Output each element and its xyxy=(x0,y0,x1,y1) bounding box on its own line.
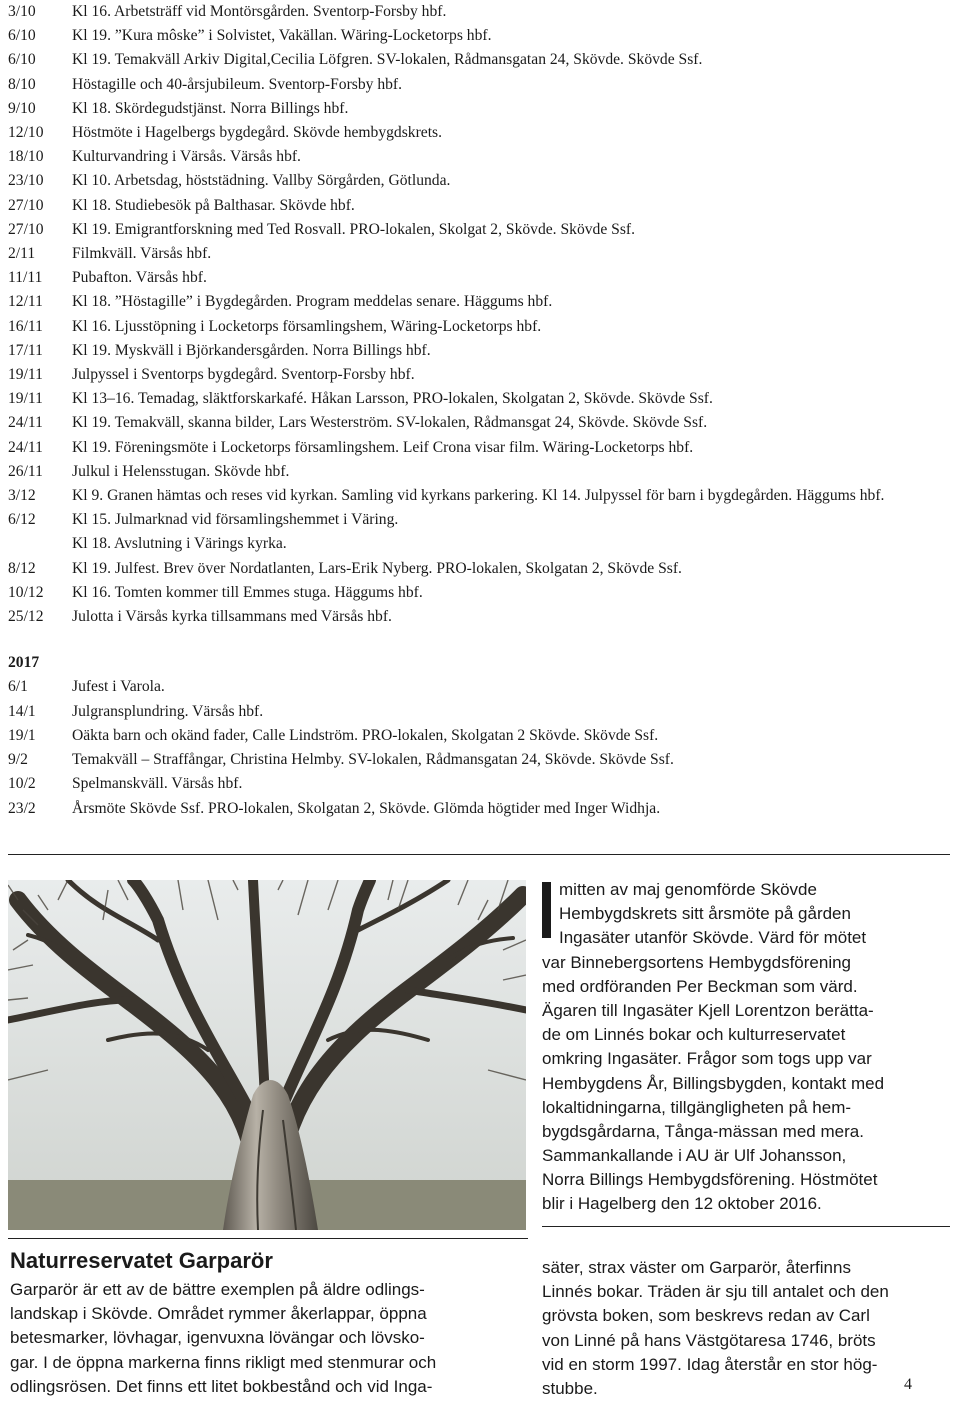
event-date: 10/2 xyxy=(8,775,36,793)
event-date: 9/2 xyxy=(8,751,28,769)
year-heading: 2017 xyxy=(8,654,40,672)
reserve-top-rule xyxy=(8,1238,528,1239)
text-line: Garparör är ett av de bättre exemplen på äldre odlings- xyxy=(10,1280,425,1299)
page-number: 4 xyxy=(904,1376,912,1393)
event-row xyxy=(8,339,958,363)
event-text: Julotta i Värsås kyrka tillsammans med Värsås hbf. xyxy=(72,608,392,626)
event-text: Kl 16. Tomten kommer till Emmes stuga. Häggums hbf. xyxy=(72,583,423,601)
event-row xyxy=(8,508,958,532)
event-row xyxy=(8,121,958,145)
text-line: bygdsgårdarna, Tånga-mässan med mera. xyxy=(542,1121,864,1141)
event-date: 2/11 xyxy=(8,245,36,263)
event-text: Kl 16. Ljusstöpning i Locketorps församlingshem, Wäring-Locketorps hbf. xyxy=(72,317,542,335)
reserve-text xyxy=(10,1278,530,1399)
event-date: 8/10 xyxy=(8,75,36,93)
event-text: Kl 19. Emigrantforskning med Ted Rosvall. PRO-lokalen, Skolgat 2, Skövde. Skövde Ssf. xyxy=(72,220,635,238)
event-date: 9/10 xyxy=(8,99,36,117)
event-text: Höstmöte i Hagelbergs bygdegård. Skövde hembygdskrets. xyxy=(72,124,443,142)
text-line: Ingasäter utanför Skövde. Värd för mötet xyxy=(559,928,867,948)
text-line: stubbe. xyxy=(542,1378,598,1398)
events-2017-list xyxy=(8,675,958,820)
event-row xyxy=(8,363,958,387)
event-row xyxy=(8,557,958,581)
event-row xyxy=(8,484,958,508)
event-date: 19/11 xyxy=(8,366,43,384)
event-text: Kl 15. Julmarknad vid församlingshemmet i Väring. xyxy=(72,511,399,529)
event-row xyxy=(8,48,958,72)
event-row xyxy=(8,218,958,242)
event-row xyxy=(8,97,958,121)
event-date: 24/11 xyxy=(8,438,43,456)
event-date: 3/10 xyxy=(8,3,36,20)
event-row xyxy=(8,315,958,339)
event-text: Temakväll – Straffångar, Christina Helmby. SV-lokalen, Rådmansgatan 24, Skövde. Skövde Ssf. xyxy=(72,751,674,769)
event-date: 19/11 xyxy=(8,390,43,408)
text-line: Norra Billings Hembygdsförening. Höstmötet xyxy=(542,1170,878,1190)
section-divider xyxy=(8,854,950,855)
event-row xyxy=(8,724,958,748)
text-line: Linnés bokar. Träden är sju till antalet och den xyxy=(542,1282,889,1302)
event-text: Kl 19. Föreningsmöte i Locketorps församlingshem. Leif Crona visar film. Wäring-Locketorps hbf. xyxy=(72,438,694,456)
text-line: de om Linnés bokar och kulturreservatet xyxy=(542,1025,846,1045)
event-date: 27/10 xyxy=(8,220,44,238)
drop-cap-letter xyxy=(542,882,551,938)
reserve-text-continued xyxy=(542,1256,960,1401)
text-line: omkring Ingasäter. Frågor som togs upp var xyxy=(542,1049,872,1069)
text-line: landskap i Skövde. Området rymmer åkerlappar, öppna xyxy=(10,1304,427,1324)
event-date: 23/10 xyxy=(8,172,44,190)
event-row xyxy=(8,73,958,97)
text-line: mitten av maj genomförde Skövde xyxy=(559,880,817,899)
event-row xyxy=(8,748,958,772)
event-row xyxy=(8,24,958,48)
event-row xyxy=(8,436,958,460)
article-bottom-rule xyxy=(542,1226,950,1227)
event-row xyxy=(8,411,958,435)
event-date: 16/11 xyxy=(8,317,43,335)
event-text: Kl 18. ”Höstagille” i Bygdegården. Program meddelas senare. Häggums hbf. xyxy=(72,293,553,311)
event-row xyxy=(8,675,958,699)
event-text: Kl 19. Julfest. Brev över Nordatlanten, Lars-Erik Nyberg. PRO-lokalen, Skolgatan 2, Skövde Ssf. xyxy=(72,559,682,577)
event-text: Kl 19. Myskväll i Björkandersgården. Norra Billings hbf. xyxy=(72,341,431,359)
event-row xyxy=(8,532,958,556)
event-row xyxy=(8,581,958,605)
event-date: 17/11 xyxy=(8,341,43,359)
event-row xyxy=(8,145,958,169)
event-row xyxy=(8,605,958,629)
event-row xyxy=(8,700,958,724)
event-row xyxy=(8,242,958,266)
text-line: med ordföranden Per Beckman som värd. xyxy=(542,976,858,996)
event-text: Kl 10. Arbetsdag, höststädning. Vallby Sörgården, Götlunda. xyxy=(72,172,451,190)
event-date: 3/12 xyxy=(8,487,36,505)
text-line: blir i Hagelberg den 12 oktober 2016. xyxy=(542,1194,822,1214)
text-line: vid en storm 1997. Idag återstår en stor hög- xyxy=(542,1354,878,1374)
event-date: 6/10 xyxy=(8,27,36,45)
reserve-heading: Naturreservatet Garparör xyxy=(10,1248,273,1273)
event-row xyxy=(8,797,958,821)
event-row xyxy=(8,194,958,218)
event-date: 10/12 xyxy=(8,583,44,601)
event-text: Oäkta barn och okänd fader, Calle Lindström. PRO-lokalen, Skolgatan 2 Skövde. Skövde Ssf. xyxy=(72,726,659,744)
event-text: Kl 18. Avslutning i Värings kyrka. xyxy=(72,535,287,553)
event-date: 12/10 xyxy=(8,124,44,142)
event-row xyxy=(8,266,958,290)
event-row xyxy=(8,290,958,314)
event-text: Kl 19. Temakväll Arkiv Digital,Cecilia Löfgren. SV-lokalen, Rådmansgatan 24, Skövde. Skövde Ssf. xyxy=(72,51,703,69)
event-date: 6/12 xyxy=(8,511,36,529)
event-date: 14/1 xyxy=(8,702,36,720)
event-date: 12/11 xyxy=(8,293,43,311)
event-text: Jufest i Varola. xyxy=(72,678,165,696)
text-line: Sammankallande i AU är Ulf Johansson, xyxy=(542,1146,847,1166)
event-text: Kulturvandring i Värsås. Värsås hbf. xyxy=(72,148,301,166)
event-text: Spelmanskväll. Värsås hbf. xyxy=(72,775,243,793)
event-date: 25/12 xyxy=(8,608,44,626)
annual-meeting-article xyxy=(542,878,952,1217)
event-text: Årsmöte Skövde Ssf. PRO-lokalen, Skolgatan 2, Skövde. Glömda högtider med Inger Widhja. xyxy=(72,799,661,817)
event-text: Kl 13–16. Temadag, släktforskarkafé. Håkan Larsson, PRO-lokalen, Skolgatan 2, Skövde. Skövde Ssf. xyxy=(72,390,713,408)
event-date: 23/2 xyxy=(8,799,36,817)
event-date: 19/1 xyxy=(8,726,36,744)
event-date: 27/10 xyxy=(8,196,44,214)
event-row xyxy=(8,460,958,484)
event-row xyxy=(8,169,958,193)
text-line: von Linné på hans Västgötaresa 1746, bröts xyxy=(542,1330,876,1350)
event-row xyxy=(8,0,958,24)
event-text: Julkul i Helensstugan. Skövde hbf. xyxy=(72,462,290,480)
event-row xyxy=(8,387,958,411)
text-line: betesmarker, lövhagar, igenvuxna lövängar och lövsko- xyxy=(10,1328,425,1348)
event-date: 8/12 xyxy=(8,559,36,577)
event-text: Kl 19. Temakväll, skanna bilder, Lars Westerström. SV-lokalen, Rådmansgat 24, Skövde. Skövde Ssf. xyxy=(72,414,708,432)
text-line: Hembygdens År, Billingsbygden, kontakt med xyxy=(542,1073,885,1093)
event-text: Julpyssel i Sventorps bygdegård. Sventorp-Forsby hbf. xyxy=(72,366,415,384)
text-line: säter, strax väster om Garparör, återfinns xyxy=(542,1258,851,1277)
event-date xyxy=(8,532,72,556)
event-text: Kl 18. Skördegudstjänst. Norra Billings hbf. xyxy=(72,99,349,117)
text-line: Hembygdskrets sitt årsmöte på gården xyxy=(559,904,851,924)
events-2016-list xyxy=(8,0,958,629)
text-line: grövsta boken, som beskrevs redan av Carl xyxy=(542,1306,870,1326)
text-line: odlingsrösen. Det finns ett litet bokbestånd och vid Inga- xyxy=(10,1376,433,1396)
text-line: Ägaren till Ingasäter Kjell Lorentzon berätta- xyxy=(542,1000,874,1020)
event-date: 6/10 xyxy=(8,51,36,69)
text-line: gar. I de öppna markerna finns rikligt med stenmurar och xyxy=(10,1352,437,1372)
event-text: Kl 19. ”Kura môske” i Solvistet, Vakällan. Wäring-Locketorps hbf. xyxy=(72,27,492,45)
event-calendar xyxy=(8,0,958,821)
event-date: 6/1 xyxy=(8,678,28,696)
event-row xyxy=(8,772,958,796)
event-text: Julgransplundring. Värsås hbf. xyxy=(72,702,264,720)
beech-tree-photo xyxy=(8,880,526,1230)
text-line: var Binnebergsortens Hembygdsförening xyxy=(542,952,852,972)
event-date: 11/11 xyxy=(8,269,43,287)
event-text: Pubafton. Värsås hbf. xyxy=(72,269,207,287)
event-text: Kl 16. Arbetsträff vid Montörsgården. Sventorp-Forsby hbf. xyxy=(72,3,447,20)
event-text: Filmkväll. Värsås hbf. xyxy=(72,245,212,263)
event-date: 24/11 xyxy=(8,414,43,432)
event-text: Kl 18. Studiebesök på Balthasar. Skövde hbf. xyxy=(72,196,355,214)
text-line: lokaltidningarna, tillgängligheten på hem- xyxy=(542,1097,852,1117)
event-date: 18/10 xyxy=(8,148,44,166)
event-date: 26/11 xyxy=(8,462,43,480)
event-text: Kl 9. Granen hämtas och reses vid kyrkan. Samling vid kyrkans parkering. Kl 14. Julpyssel för barn i bygdegården. Häggums hbf. xyxy=(72,487,885,505)
event-text: Höstagille och 40-årsjubileum. Sventorp-Forsby hbf. xyxy=(72,75,403,93)
